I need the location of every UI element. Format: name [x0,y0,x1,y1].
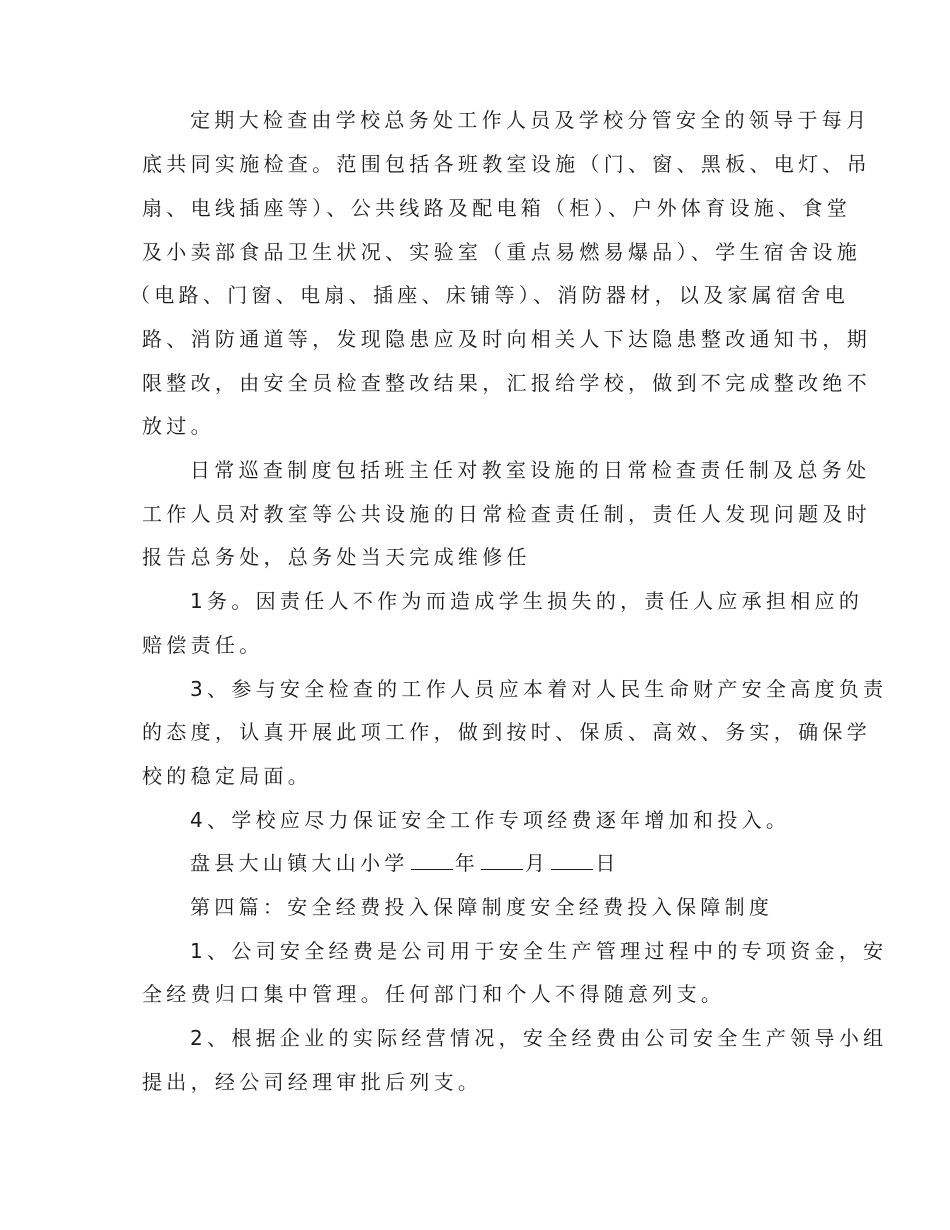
day-blank [551,851,593,870]
paragraph-line: 扇、电线插座等）、公共线路及配电箱（柜）、户外体育设施、食堂 [142,196,851,220]
month-blank [481,851,523,870]
paragraph-line: 1、公司安全经费是公司用于安全生产管理过程中的专项资金，安 [190,939,888,963]
section-heading: 第四篇：安全经费投入保障制度安全经费投入保障制度 [190,895,774,919]
paragraph-line: 日常巡查制度包括班主任对教室设施的日常检查责任制及总务处 [190,458,871,482]
paragraph-line: 提出，经公司经理审批后列支。 [142,1070,483,1094]
paragraph-line: 的态度，认真开展此项工作，做到按时、保质、高效、务实，确保学 [142,720,871,744]
school-name: 盘县大山镇大山小学 [190,851,409,875]
paragraph-line: 赔偿责任。 [142,633,264,657]
paragraph-line: 及小卖部食品卫生状况、实验室（重点易燃易爆品）、学生宿舍设施 [142,240,861,264]
signature-line [190,849,620,877]
paragraph-line: 路、消防通道等，发现隐患应及时向相关人下达隐患整改通知书，期 [142,327,871,351]
paragraph-line: 定期大检查由学校总务处工作人员及学校分管安全的领导于每月 [190,108,871,132]
paragraph-line: 2、根据企业的实际经营情况，安全经费由公司安全生产领导小组 [190,1026,888,1050]
year-blank [411,851,453,870]
paragraph-line: （电路、门窗、电扇、插座、床铺等）、消防器材，以及家属宿舍电 [130,283,849,307]
paragraph-line: 校的稳定局面。 [142,764,313,788]
paragraph-line: 3、参与安全检查的工作人员应本着对人民生命财产安全高度负责 [190,677,888,701]
paragraph-line: 限整改，由安全员检查整改结果，汇报给学校，做到不完成整改绝不 [142,371,871,395]
paragraph-line: 工作人员对教室等公共设施的日常检查责任制，责任人发现问题及时 [142,502,871,526]
year-label: 年 [454,851,480,875]
paragraph-line: 1务。因责任人不作为而造成学生损失的，责任人应承担相应的 [190,589,864,613]
paragraph-line: 放过。 [142,414,215,438]
month-label: 月 [525,851,550,875]
paragraph-line: 底共同实施检查。范围包括各班教室设施（门、窗、黑板、电灯、吊 [142,152,871,176]
paragraph-line: 4、学校应尽力保证安全工作专项经费逐年增加和投入。 [190,808,791,832]
day-label: 日 [595,851,620,875]
paragraph-line: 报告总务处，总务处当天完成维修任 [142,545,531,569]
paragraph-line: 全经费归口集中管理。任何部门和个人不得随意列支。 [142,982,726,1006]
